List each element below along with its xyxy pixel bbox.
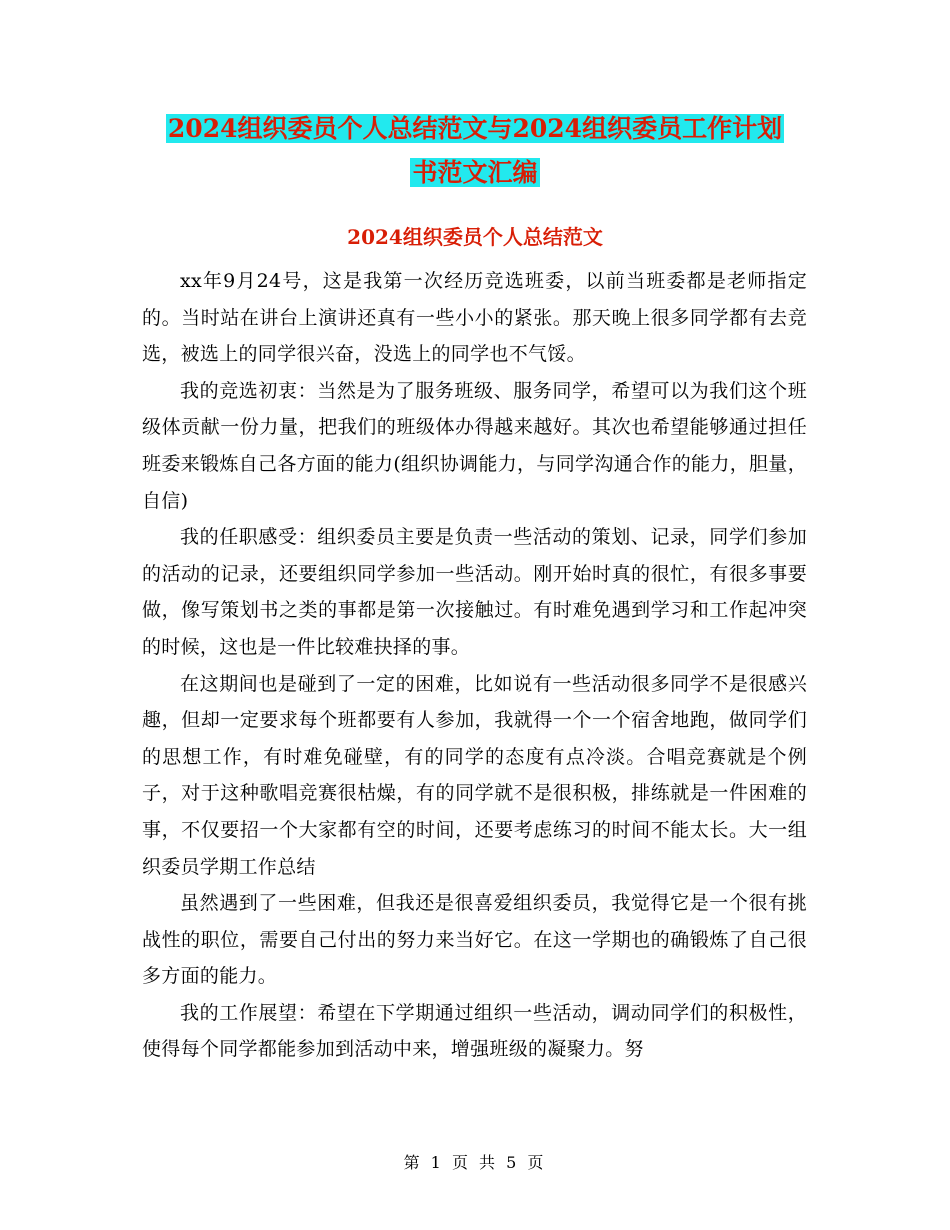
paragraph: 我的竞选初衷：当然是为了服务班级、服务同学，希望可以为我们这个班级体贡献一份力量，把我们的班级体办得越来越好。其次也希望能够通过担任班委来锻炼自己各方面的能力(组织协调能力，与同学沟通合作的能力，胆量，自信): [142, 379, 807, 512]
page-footer: 第 1 页 共 5 页: [403, 1153, 547, 1172]
paragraph: 我的工作展望：希望在下学期通过组织一些活动，调动同学们的积极性，使得每个同学都能参加到活动中来，增强班级的凝聚力。努: [142, 1001, 807, 1061]
paragraph: 在这期间也是碰到了一定的困难，比如说有一些活动很多同学不是很感兴趣，但却一定要求每个班都要有人参加，我就得一个一个宿舍地跑，做同学们的思想工作，有时难免碰壁，有的同学的态度有点冷淡。合唱竞赛就是个例子，对于这种歌唱竞赛很枯燥，有的同学就不是很积极，排练就是一件困难的事，不仅要招一个大家都有空的时间，还要考虑练习的时间不能太长。大一组织委员学期工作总结: [142, 672, 807, 878]
document-title-line1-text: 2024组织委员个人总结范文与2024组织委员工作计划: [167, 114, 783, 143]
section-title: 2024组织委员个人总结范文: [347, 225, 603, 249]
document-body: [142, 263, 807, 1068]
document-title-line2-text: 书范文汇编: [412, 158, 538, 187]
paragraph: 我的任职感受：组织委员主要是负责一些活动的策划、记录，同学们参加的活动的记录，还要组织同学参加一些活动。刚开始时真的很忙，有很多事要做，像写策划书之类的事都是第一次接触过。有时难免遇到学习和工作起冲突的时候，这也是一件比较难抉择的事。: [142, 526, 807, 658]
paragraph: 虽然遇到了一些困难，但我还是很喜爱组织委员，我觉得它是一个很有挑战性的职位，需要自己付出的努力来当好它。在这一学期也的确锻炼了自己很多方面的能力。: [142, 892, 807, 988]
paragraph: xx年9月24号，这是我第一次经历竞选班委，以前当班委都是老师指定的。当时站在讲台上演讲还真有一些小小的紧张。那天晚上很多同学都有去竞选，被选上的同学很兴奋，没选上的同学也不气馁。: [142, 270, 807, 366]
document-title-line2: [0, 156, 950, 190]
document-title-line1: [0, 112, 950, 146]
